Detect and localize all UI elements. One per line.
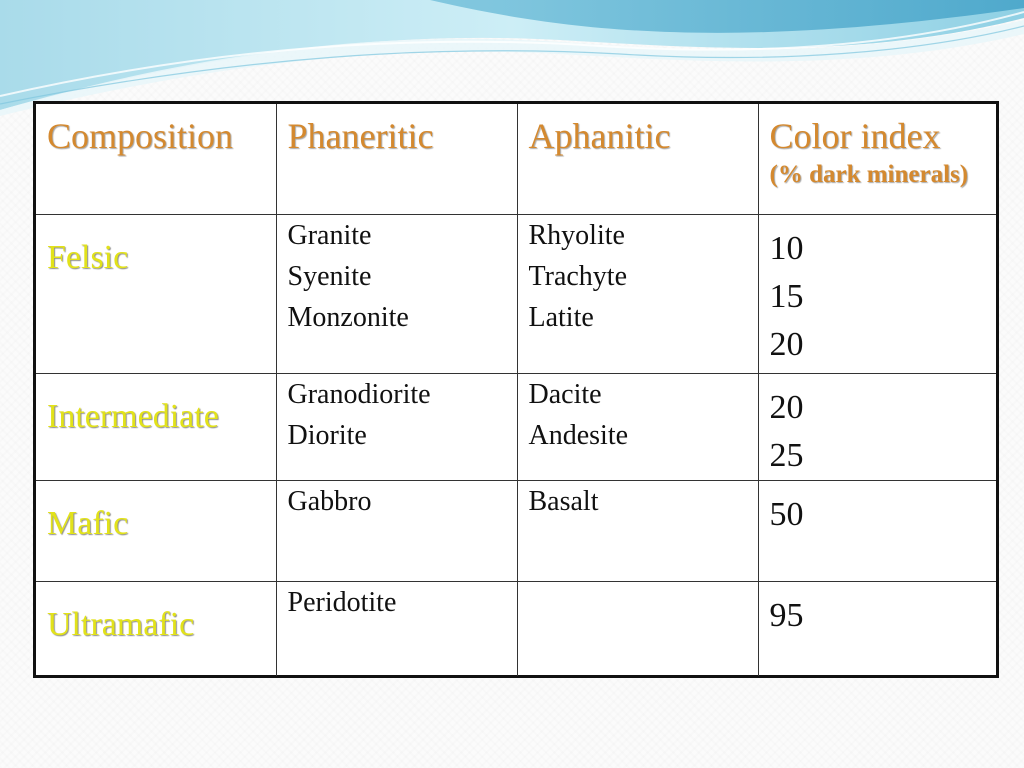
phaneritic-rock: Granodiorite: [287, 378, 431, 410]
composition-label: Intermediate: [47, 397, 219, 435]
table-row: [36, 214, 996, 373]
color-index-cell: [758, 214, 996, 373]
phaneritic-rock: Monzonite: [287, 301, 409, 333]
color-index-value: 15: [769, 277, 804, 315]
color-index-cell: [758, 373, 996, 480]
phaneritic-rock: Syenite: [287, 260, 372, 292]
composition-cell: [36, 214, 276, 373]
igneous-rock-table: [33, 101, 999, 678]
header-aphanitic: Aphanitic: [528, 116, 671, 156]
aphanitic-cell: [517, 373, 758, 480]
aphanitic-rock: Dacite: [528, 378, 602, 410]
color-index-value: 95: [769, 596, 804, 634]
aphanitic-rock: Rhyolite: [528, 219, 625, 251]
aphanitic-cell: [517, 581, 758, 676]
aphanitic-rock: Basalt: [528, 485, 599, 517]
table-row: [36, 480, 996, 581]
header-color-index-cell: [758, 104, 996, 214]
phaneritic-cell: [276, 480, 517, 581]
color-index-value: 10: [769, 229, 804, 267]
composition-cell: [36, 480, 276, 581]
composition-label: Mafic: [47, 504, 129, 542]
header-phaneritic: Phaneritic: [287, 116, 434, 156]
composition-label: Ultramafic: [47, 605, 195, 643]
aphanitic-cell: [517, 214, 758, 373]
aphanitic-rock: Andesite: [528, 419, 629, 451]
table-header-row: [36, 104, 996, 214]
phaneritic-rock: Diorite: [287, 419, 367, 451]
header-color-index: Color index: [769, 116, 941, 156]
phaneritic-cell: [276, 214, 517, 373]
rock-classification-table: [36, 104, 996, 676]
color-index-value: 50: [769, 495, 804, 533]
phaneritic-cell: [276, 581, 517, 676]
color-index-cell: [758, 581, 996, 676]
color-index-cell: [758, 480, 996, 581]
color-index-value: 25: [769, 436, 804, 474]
header-composition: Composition: [47, 116, 234, 156]
composition-cell: [36, 581, 276, 676]
color-index-value: 20: [769, 388, 804, 426]
color-index-value: 20: [769, 325, 804, 363]
header-composition-cell: [36, 104, 276, 214]
phaneritic-rock: Granite: [287, 219, 372, 251]
composition-label: Felsic: [47, 238, 129, 276]
header-color-index-subtitle: (% dark minerals): [769, 161, 969, 188]
aphanitic-cell: [517, 480, 758, 581]
table-row: [36, 581, 996, 676]
phaneritic-cell: [276, 373, 517, 480]
aphanitic-rock: Latite: [528, 301, 594, 333]
header-aphanitic-cell: [517, 104, 758, 214]
composition-cell: [36, 373, 276, 480]
phaneritic-rock: Gabbro: [287, 485, 372, 517]
table-row: [36, 373, 996, 480]
header-phaneritic-cell: [276, 104, 517, 214]
aphanitic-rock: Trachyte: [528, 260, 628, 292]
phaneritic-rock: Peridotite: [287, 586, 397, 618]
